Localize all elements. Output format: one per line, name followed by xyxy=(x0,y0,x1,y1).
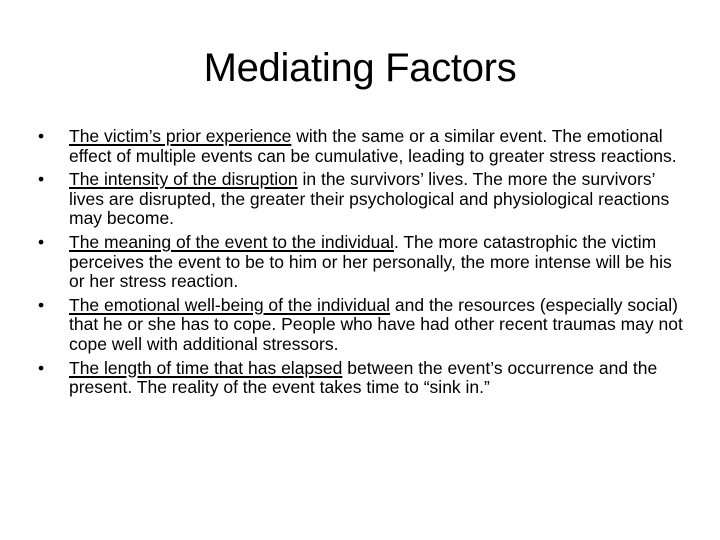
bullet-item-well-being xyxy=(38,296,688,355)
bullet-body-text: between the event’s occurrence and the present. The reality of the event takes time to “sink in.” xyxy=(69,357,658,398)
bullet-list xyxy=(38,127,688,402)
bullet-body-text: with the same or a similar event. The emotional effect of multiple events can be cumulative, leading to greater stress reactions. xyxy=(69,126,677,166)
bullet-lead-text: The length of time that has elapsed xyxy=(69,357,343,378)
bullet-marker: • xyxy=(38,357,45,378)
bullet-marker: • xyxy=(38,231,45,252)
bullet-item-intensity xyxy=(38,170,688,229)
bullet-marker: • xyxy=(38,169,45,190)
bullet-lead-text: The victim’s prior experience xyxy=(69,126,292,146)
bullet-marker: • xyxy=(38,294,45,315)
bullet-item-length-of-time xyxy=(38,359,688,398)
bullet-lead-text: The meaning of the event to the individual xyxy=(69,231,394,252)
slide-title: Mediating Factors xyxy=(203,46,517,90)
bullet-body-text: and the resources (especially social) that he or she has to cope. People who have had other recent traumas may not cope well with additional stressors. xyxy=(69,294,683,354)
bullet-body-text: in the survivors’ lives. The more the survivors’ lives are disrupted, the greater their psychological and physiological reactions may become. xyxy=(69,169,670,229)
bullet-lead-text: The intensity of the disruption xyxy=(69,169,298,190)
bullet-item-meaning xyxy=(38,233,688,292)
bullet-lead-text: The emotional well-being of the individual xyxy=(69,294,391,315)
bullet-marker: • xyxy=(38,126,45,146)
bullet-item-prior-experience xyxy=(38,127,688,166)
bullet-body-text: . The more catastrophic the victim perceives the event to be to him or her personally, the more intense will be his or her stress reaction. xyxy=(69,231,672,292)
